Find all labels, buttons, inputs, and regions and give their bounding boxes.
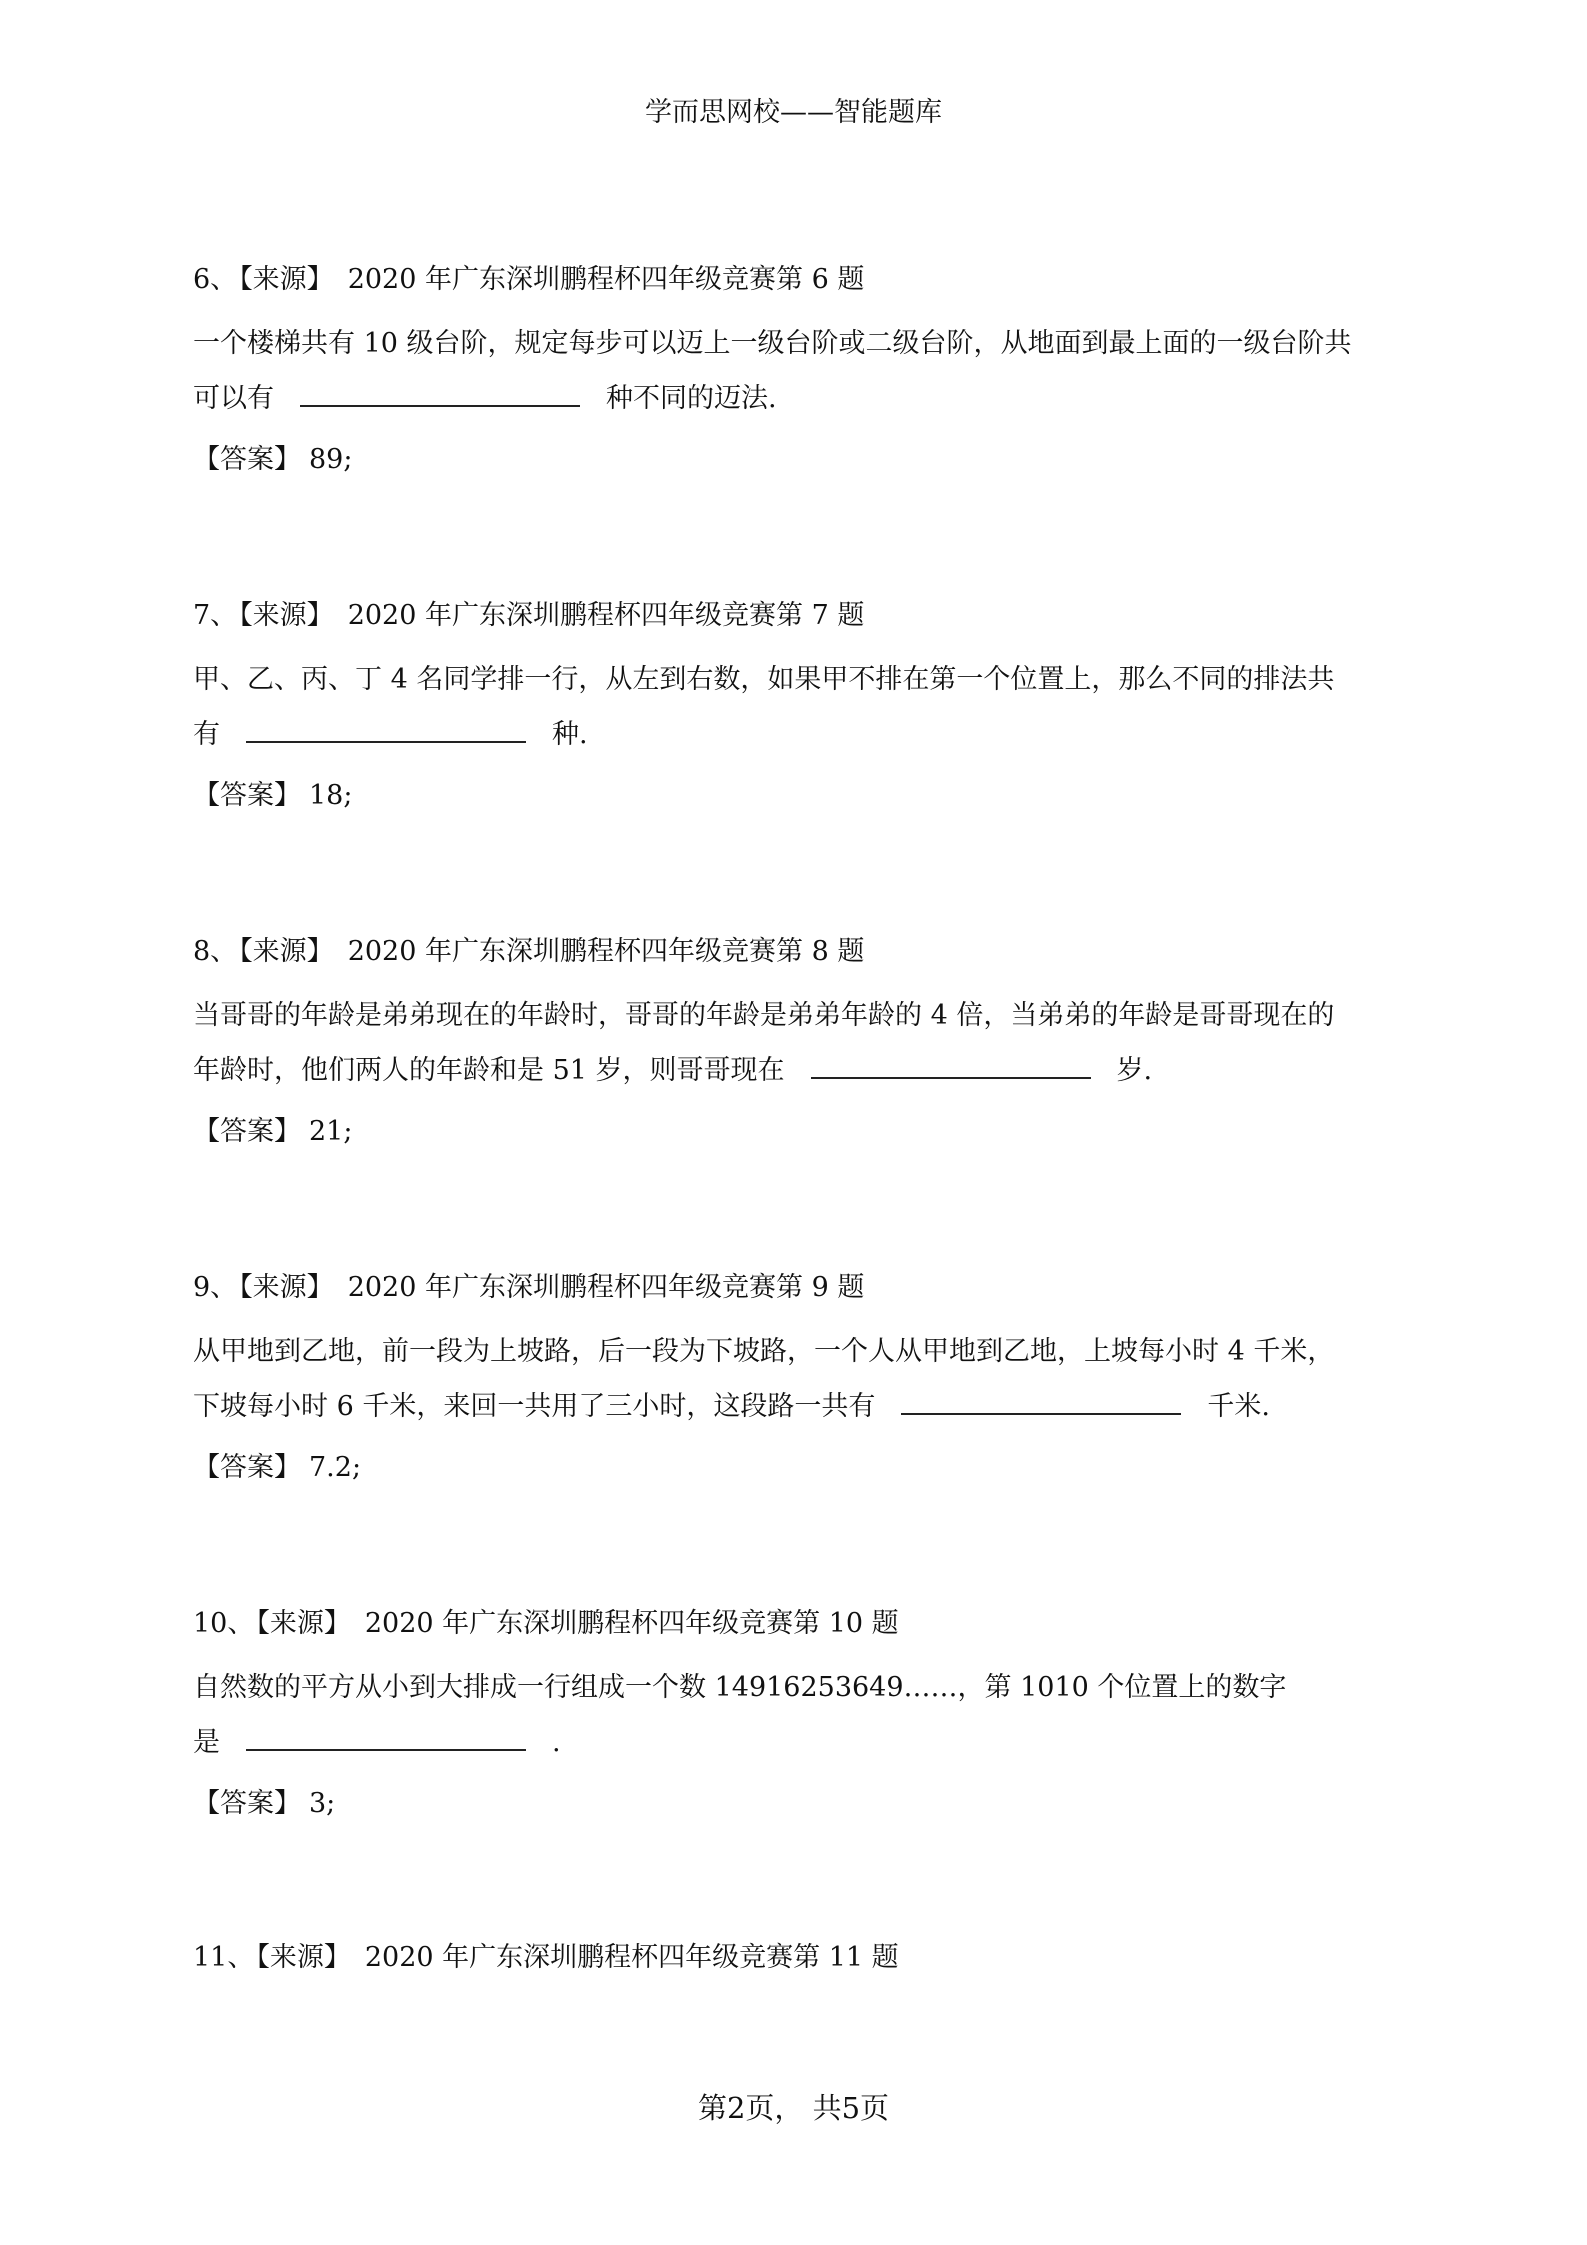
answer-value: 21; xyxy=(309,1116,353,1147)
answer-row xyxy=(193,778,1413,814)
question-number: 7、 xyxy=(193,600,238,631)
source-label: 【来源】 xyxy=(239,936,334,967)
source-text: 2020 年广东深圳鹏程杯四年级竞赛第 6 题 xyxy=(347,264,865,295)
question-line xyxy=(193,371,1413,426)
answer-value: 89; xyxy=(309,444,353,475)
question-7 xyxy=(193,598,1413,814)
question-text xyxy=(193,652,1413,762)
source-label: 【来源】 xyxy=(239,264,334,295)
answer-value: 18; xyxy=(309,780,353,811)
answer-row xyxy=(193,1450,1413,1486)
answer-label: 【答案】 xyxy=(193,444,301,475)
answer-blank xyxy=(246,715,526,743)
answer-blank xyxy=(300,379,580,407)
question-number: 8、 xyxy=(193,936,238,967)
question-heading xyxy=(193,1270,1413,1306)
source-text: 2020 年广东深圳鹏程杯四年级竞赛第 9 题 xyxy=(347,1272,865,1303)
question-heading xyxy=(193,1940,1413,1976)
answer-label: 【答案】 xyxy=(193,1788,301,1819)
question-9 xyxy=(193,1270,1413,1486)
question-11 xyxy=(193,1940,1413,1976)
answer-blank xyxy=(901,1387,1181,1415)
answer-row xyxy=(193,442,1413,478)
answer-row xyxy=(193,1786,1413,1822)
page-footer: 第2页， 共5页 xyxy=(697,2091,890,2125)
source-label: 【来源】 xyxy=(239,600,334,631)
question-line: 当哥哥的年龄是弟弟现在的年龄时，哥哥的年龄是弟弟年龄的 4 倍，当弟弟的年龄是哥哥现在的 xyxy=(193,1000,1335,1031)
source-text: 2020 年广东深圳鹏程杯四年级竞赛第 11 题 xyxy=(364,1942,899,1973)
source-label: 【来源】 xyxy=(256,1608,351,1639)
answer-value: 7.2; xyxy=(309,1452,362,1483)
question-text-after-blank: 岁. xyxy=(1116,1055,1153,1086)
answer-blank xyxy=(811,1051,1091,1079)
question-number: 9、 xyxy=(193,1272,238,1303)
page-header: 学而思网校——智能题库 xyxy=(645,97,942,128)
question-line xyxy=(193,1379,1413,1434)
source-label: 【来源】 xyxy=(239,1272,334,1303)
question-text xyxy=(193,1324,1413,1434)
question-line: 一个楼梯共有 10 级台阶，规定每步可以迈上一级台阶或二级台阶，从地面到最上面的一级台阶共 xyxy=(193,328,1352,359)
question-line: 从甲地到乙地，前一段为上坡路，后一段为下坡路，一个人从甲地到乙地，上坡每小时 4 千米， xyxy=(193,1336,1335,1367)
question-heading xyxy=(193,934,1413,970)
question-heading xyxy=(193,262,1413,298)
source-text: 2020 年广东深圳鹏程杯四年级竞赛第 10 题 xyxy=(364,1608,899,1639)
question-number: 6、 xyxy=(193,264,238,295)
question-line: 甲、乙、丙、丁 4 名同学排一行，从左到右数，如果甲不排在第一个位置上，那么不同的排法共 xyxy=(193,664,1335,695)
question-line xyxy=(193,1715,1413,1770)
source-text: 2020 年广东深圳鹏程杯四年级竞赛第 8 题 xyxy=(347,936,865,967)
answer-value: 3; xyxy=(309,1788,336,1819)
question-text-before-blank: 是 xyxy=(193,1727,220,1758)
source-text: 2020 年广东深圳鹏程杯四年级竞赛第 7 题 xyxy=(347,600,865,631)
question-text-before-blank: 有 xyxy=(193,719,220,750)
question-text xyxy=(193,988,1413,1098)
question-line xyxy=(193,1043,1413,1098)
question-10 xyxy=(193,1606,1413,1822)
answer-blank xyxy=(246,1723,526,1751)
question-line: 自然数的平方从小到大排成一行组成一个数 14916253649……，第 1010 个位置上的数字 xyxy=(193,1672,1287,1703)
question-line xyxy=(193,707,1413,762)
question-text-after-blank: . xyxy=(552,1727,561,1758)
question-6 xyxy=(193,262,1413,478)
question-8 xyxy=(193,934,1413,1150)
question-heading xyxy=(193,1606,1413,1642)
question-heading xyxy=(193,598,1413,634)
question-text xyxy=(193,316,1413,426)
answer-label: 【答案】 xyxy=(193,780,301,811)
answer-row xyxy=(193,1114,1413,1150)
answer-label: 【答案】 xyxy=(193,1452,301,1483)
question-number: 11、 xyxy=(193,1942,255,1973)
question-text-before-blank: 可以有 xyxy=(193,383,274,414)
question-text-after-blank: 千米. xyxy=(1207,1391,1270,1422)
question-text-after-blank: 种. xyxy=(552,719,588,750)
question-number: 10、 xyxy=(193,1608,255,1639)
answer-label: 【答案】 xyxy=(193,1116,301,1147)
question-text-before-blank: 年龄时，他们两人的年龄和是 51 岁，则哥哥现在 xyxy=(193,1055,785,1086)
question-text-before-blank: 下坡每小时 6 千米，来回一共用了三小时，这段路一共有 xyxy=(193,1391,876,1422)
question-text-after-blank: 种不同的迈法. xyxy=(606,383,777,414)
source-label: 【来源】 xyxy=(256,1942,351,1973)
question-text xyxy=(193,1660,1413,1770)
